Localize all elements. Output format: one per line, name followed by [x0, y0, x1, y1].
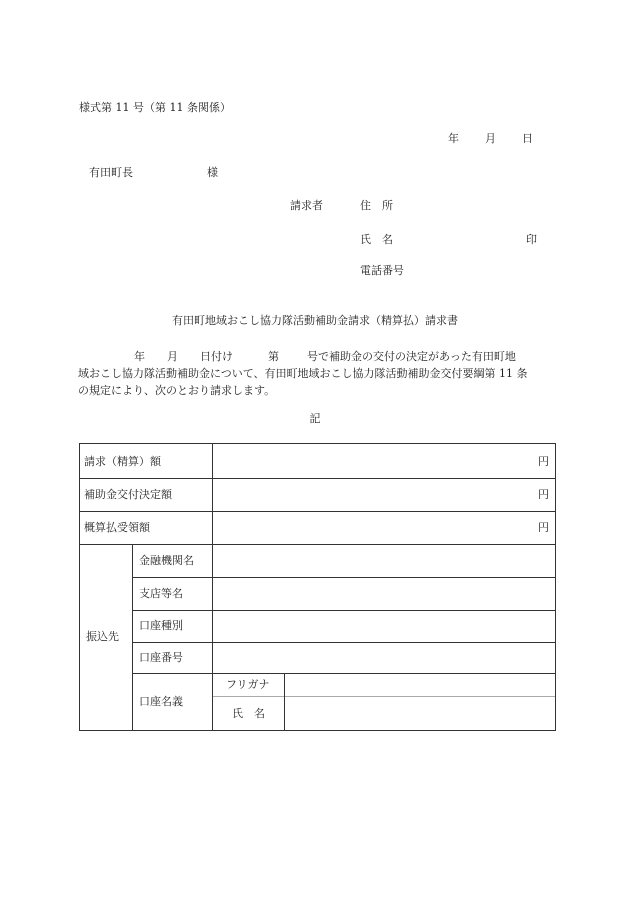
date-month-label: 月	[485, 132, 496, 145]
ki-mark: 記	[309, 412, 321, 425]
col-divider	[212, 544, 213, 730]
body-line-2: 域おこし協力隊活動補助金について、有田町地域おこし協力隊活動補助金交付要綱第 11 条	[78, 367, 528, 380]
decided-amount-label: 補助金交付決定額	[84, 488, 172, 501]
body-line-3: の規定により、次のとおり請求します。	[78, 384, 276, 397]
transfer-label: 振込先	[86, 630, 119, 643]
account-type-label: 口座種別	[139, 619, 183, 632]
row-divider	[80, 511, 555, 512]
row-divider	[132, 577, 555, 578]
row-divider	[80, 544, 555, 545]
bank-name-label: 金融機関名	[139, 554, 194, 567]
row-divider	[80, 478, 555, 479]
document-title: 有田町地域おこし協力隊活動補助金請求（精算払）請求書	[172, 314, 458, 327]
claim-amount-label: 請求（精算）額	[84, 455, 161, 468]
advance-amount-label: 概算払受領額	[84, 521, 150, 534]
claim-amount-unit: 円	[538, 455, 549, 468]
advance-amount-unit: 円	[538, 521, 549, 534]
claimant-label: 請求者	[290, 199, 323, 212]
date-year-label: 年	[448, 132, 459, 145]
col-divider	[132, 544, 133, 730]
claim-table	[79, 443, 556, 731]
row-divider	[132, 642, 555, 643]
holder-name-label: 氏 名	[232, 707, 265, 720]
body-dated: 日付け	[200, 350, 233, 363]
furigana-label: フリガナ	[226, 678, 270, 691]
body-month: 月	[167, 350, 178, 363]
form-number: 様式第 11 号（第 11 条関係）	[79, 101, 231, 114]
claimant-phone-label: 電話番号	[360, 264, 404, 277]
date-day-label: 日	[522, 132, 533, 145]
addressee-honorific: 様	[207, 166, 218, 179]
body-line-1	[78, 348, 558, 365]
seal-mark: 印	[526, 233, 537, 246]
body-dai: 第	[268, 350, 279, 363]
body-year: 年	[134, 350, 145, 363]
addressee-name: 有田町長	[89, 166, 133, 179]
furigana-divider	[212, 696, 555, 697]
branch-name-label: 支店等名	[139, 587, 183, 600]
account-number-label: 口座番号	[139, 651, 183, 664]
row-divider	[132, 610, 555, 611]
claimant-address-label: 住 所	[360, 199, 393, 212]
account-holder-label: 口座名義	[139, 695, 183, 708]
col-divider	[212, 444, 213, 544]
body-line-1-rest: 号で補助金の交付の決定があった有田町地	[307, 350, 516, 363]
body-paragraph	[78, 348, 558, 399]
col-divider	[284, 673, 285, 730]
claimant-name-label: 氏 名	[360, 233, 393, 246]
row-divider	[132, 673, 555, 674]
decided-amount-unit: 円	[538, 488, 549, 501]
